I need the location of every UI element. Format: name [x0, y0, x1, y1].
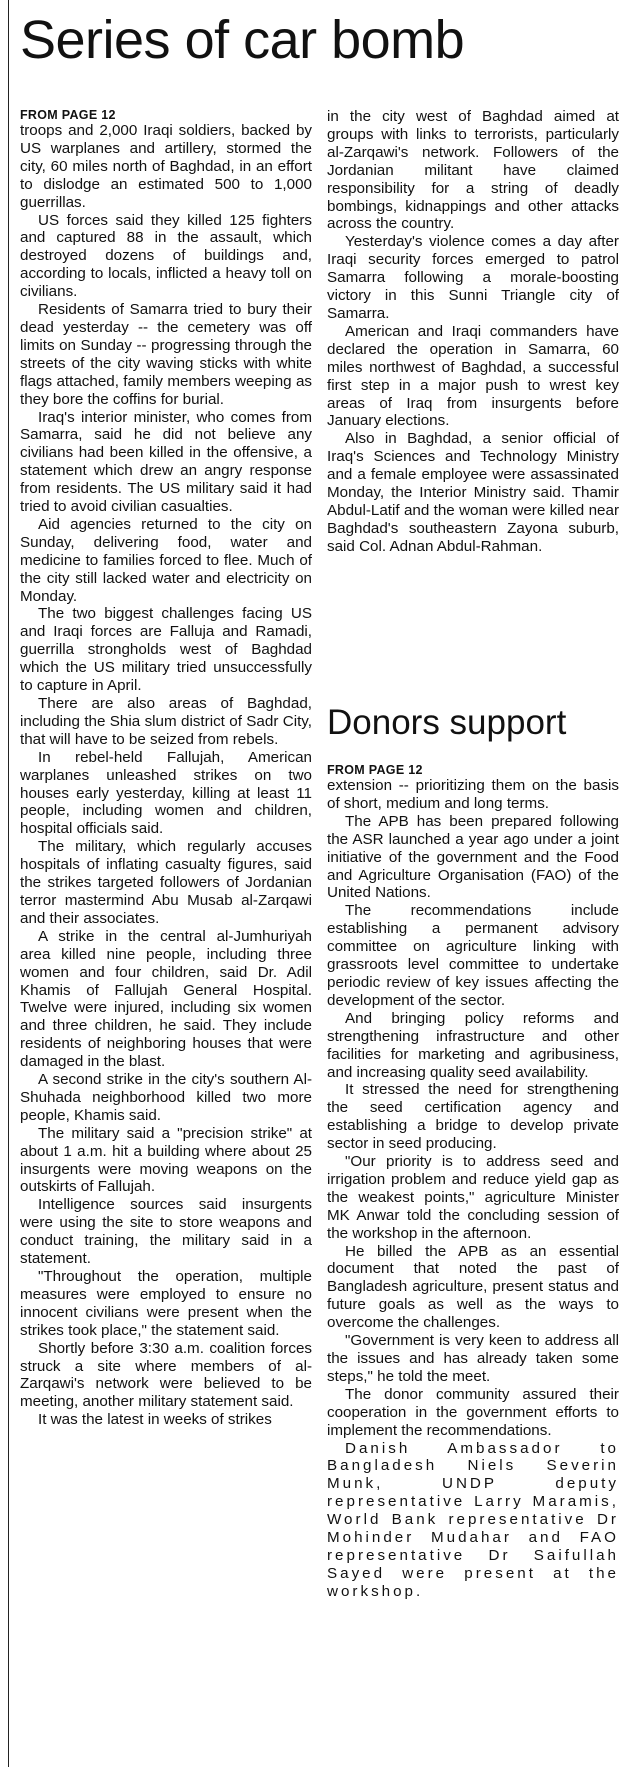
article1-column-left — [20, 108, 312, 1429]
paragraph: Also in Baghdad, a senior official of Iraq's Sciences and Technology Ministry and a female employee were assassinated Monday, the Interior Ministry said. Thamir Abdul-Latif and the woman were killed near Baghdad's southeastern Zayona suburb, said Col. Adnan Abdul-Rahman. — [327, 430, 619, 555]
paragraph: Yesterday's violence comes a day after Iraqi security forces emerged to patrol Samarra following a morale-boosting victory in this Sunni Triangle city of Samarra. — [327, 233, 619, 322]
paragraph: Shortly before 3:30 a.m. coalition forces struck a site where members of al-Zarqawi's network were believed to be meeting, another military statement said. — [20, 1339, 312, 1411]
paragraph: "Throughout the operation, multiple measures were employed to ensure no innocent civilians were present when the strikes took place," the statement said. — [20, 1268, 312, 1339]
paragraph: Iraq's interior minister, who comes from Samarra, said he did not believe any civilians had been killed in the offensive, a statement which drew an angry response from residents. The US military said it had tried to avoid civilian casualties. — [20, 408, 312, 516]
paragraph: Aid agencies returned to the city on Sunday, delivering food, water and medicine to families forced to flee. Much of the city still lacked water and electricity on Monday. — [20, 515, 312, 605]
paragraph: The two biggest challenges facing US and Iraqi forces are Falluja and Ramadi, guerrilla strongholds west of Baghdad which the US military tried unsuccessfully to capture in April. — [20, 605, 312, 695]
paragraph: extension -- prioritizing them on the basis of short, medium and long terms. — [327, 777, 619, 812]
paragraph: in the city west of Baghdad aimed at groups with links to terrorists, particularly al-Zarqawi's network. Followers of the Jordanian militant have claimed responsibility for a string of deadly bombings, kidnappings and other attacks across the country. — [327, 108, 619, 233]
headline-car-bomb: Series of car bomb — [20, 10, 465, 70]
paragraph: It was the latest in weeks of strikes — [38, 1411, 272, 1429]
paragraph: He billed the APB as an essential document that noted the past of Bangladesh agriculture, present status and future goals as well as the ways to overcome the challenges. — [327, 1242, 619, 1332]
headline-donors-support: Donors support — [327, 703, 567, 742]
paragraph: A second strike in the city's southern Al-Shuhada neighborhood killed two more people, Khamis said. — [20, 1071, 312, 1124]
kicker-from-page: FROM PAGE 12 — [327, 763, 423, 777]
paragraph: US forces said they killed 125 fighters and captured 88 in the assault, which destroyed dozens of buildings and, according to locals, inflicted a heavy toll on civilians. — [20, 211, 312, 301]
paragraph: The recommendations include establishing a permanent advisory committee on agriculture linking with grassroots level committee to undertake periodic review of key issues affecting the development of the sector. — [327, 902, 619, 1009]
paragraph: The military, which regularly accuses hospitals of inflating casualty figures, said the strikes targeted followers of Jordanian terror mastermind Abu Musab al-Zarqawi and their associates. — [20, 838, 312, 927]
article2-column — [327, 763, 619, 1601]
paragraph: The military said a "precision strike" at about 1 a.m. hit a building where about 25 insurgents were moving weapons on the outskirts of Fallujah. — [20, 1124, 312, 1196]
paragraph: And bringing policy reforms and strengthening infrastructure and other facilities for marketing and agribusiness, and increasing quality seed availability. — [327, 1009, 619, 1081]
paragraph: In rebel-held Fallujah, American warplanes unleashed strikes on two houses early yesterday, killing at least 11 people, including women and children, hospital officials said. — [20, 748, 312, 838]
paragraph: It stressed the need for strengthening the seed certification agency and establishing a bridge to develop private sector in seed producing. — [327, 1081, 619, 1153]
paragraph: A strike in the central al-Jumhuriyah area killed nine people, including three women and four children, said Dr. Adil Khamis of Fallujah General Hospital. Twelve were injured, including six women and three children, he said. They include residents of neighboring houses that were damaged in the blast. — [20, 927, 312, 1071]
column-rule — [8, 0, 9, 1767]
paragraph: "Government is very keen to address all the issues and has already taken some steps," he told the meet. — [327, 1332, 619, 1385]
kicker-from-page: FROM PAGE 12 — [20, 108, 116, 122]
paragraph: Residents of Samarra tried to bury their dead yesterday -- the cemetery was off limits on Sunday -- progressing through the streets of the city waving sticks with white flags attached, family members weeping as they bore the coffins for burial. — [20, 301, 312, 408]
paragraph: "Our priority is to address seed and irrigation problem and reduce yield gap as the weakest points," agriculture Minister MK Anwar told the concluding session of the workshop in the afternoon. — [327, 1153, 619, 1242]
paragraph: The APB has been prepared following the ASR launched a year ago under a joint initiative of the government and the Food and Agriculture Organisation (FAO) of the United Nations. — [327, 812, 619, 902]
paragraph: American and Iraqi commanders have declared the operation in Samarra, 60 miles northwest of Baghdad, a successful first step in a major push to wrest key areas of Iraq from insurgents before January elections. — [327, 322, 619, 430]
paragraph: troops and 2,000 Iraqi soldiers, backed by US warplanes and artillery, stormed the city, 60 miles north of Baghdad, in an effort to dislodge an estimated 500 to 1,000 guerrillas. — [20, 122, 312, 211]
paragraph: Intelligence sources said insurgents were using the site to store weapons and conduct training, the military said in a statement. — [20, 1196, 312, 1268]
paragraph: The donor community assured their cooperation in the government efforts to implement the recommendations. — [327, 1385, 619, 1439]
paragraph: There are also areas of Baghdad, including the Shia slum district of Sadr City, that will have to be seized from rebels. — [20, 695, 312, 748]
article1-column-right — [327, 108, 619, 556]
paragraph: Danish Ambassador to Bangladesh Niels Severin Munk, UNDP deputy representative Larry Maramis, World Bank representative Dr Mohinder Mudahar and FAO representative Dr Saifullah Sayed were present at the workshop. — [327, 1439, 619, 1600]
